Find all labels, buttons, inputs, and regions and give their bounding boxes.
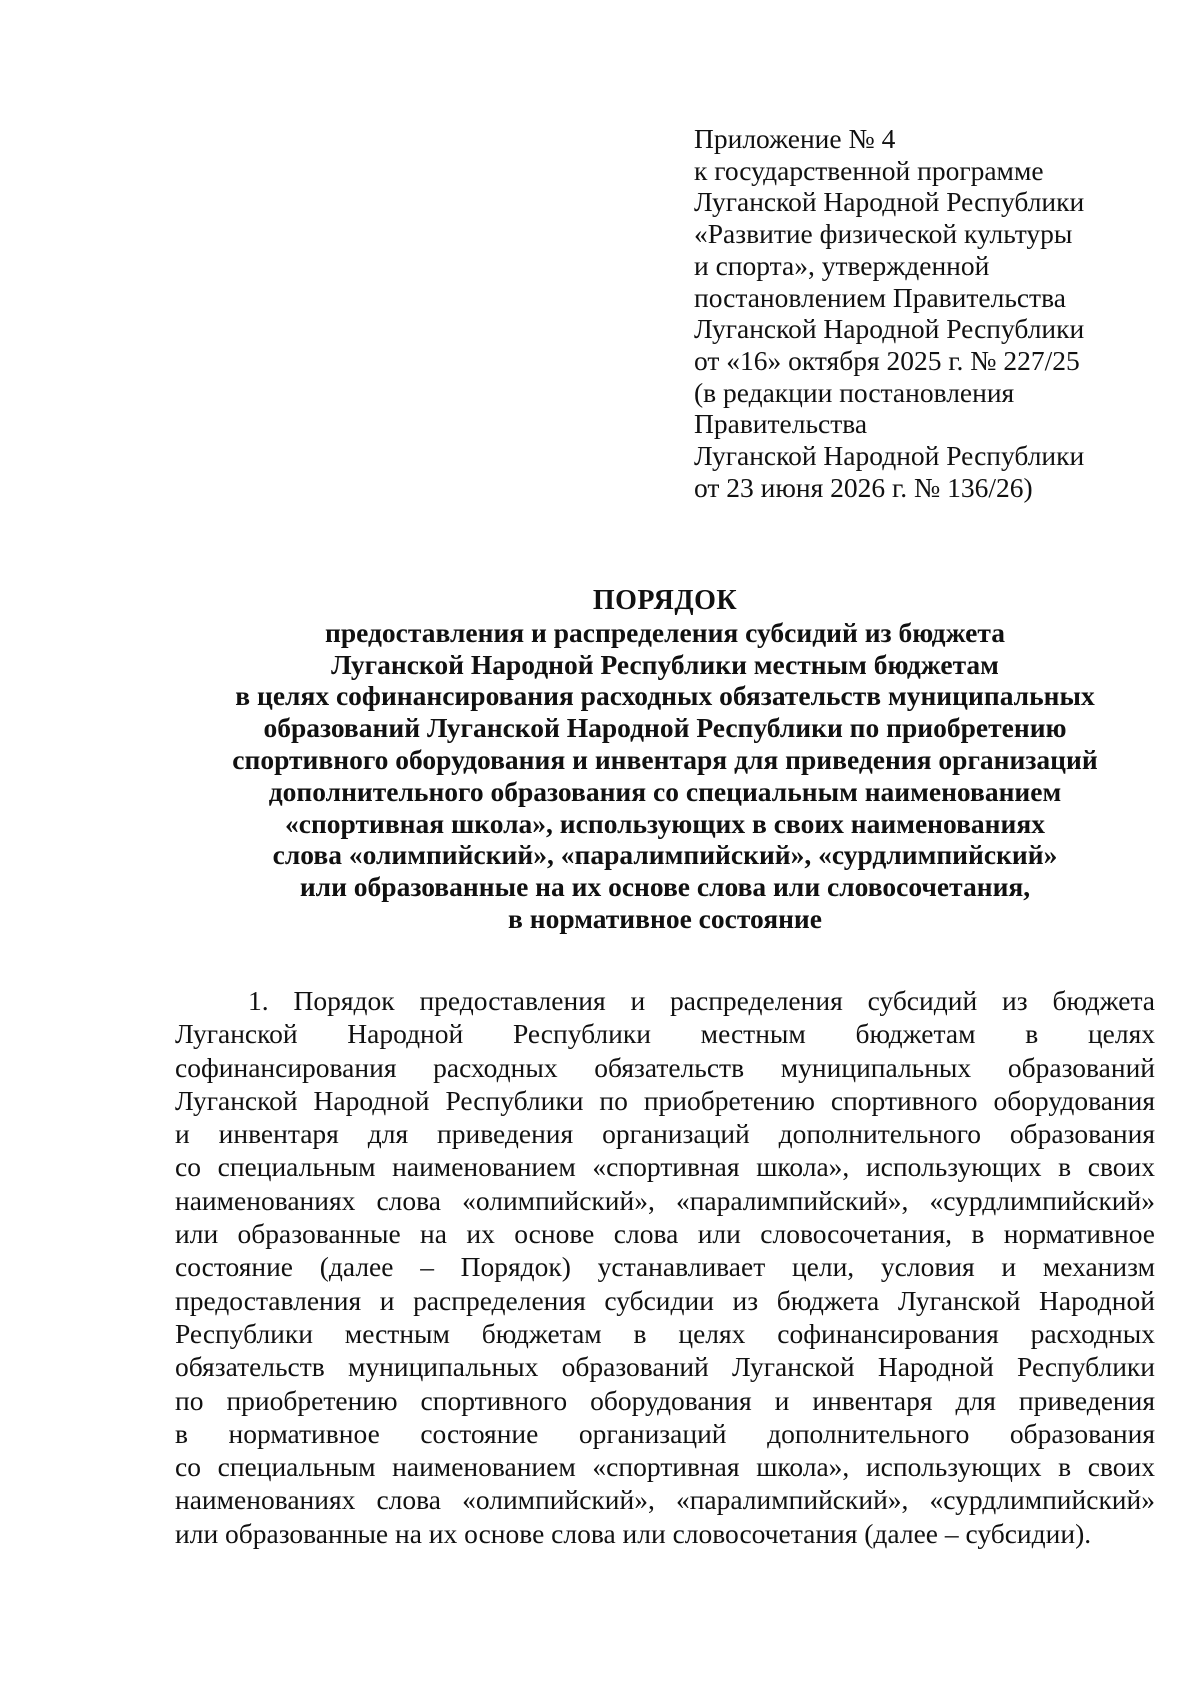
paragraph-line: или образованные на их основе слова или словосочетания (далее – субсидии). (175, 1517, 1092, 1549)
heading-line: Луганской Народной Республики местным бюджетам (331, 648, 999, 680)
paragraph-1 (175, 984, 1155, 1550)
heading-line: или образованные на их основе слова или словосочетания, (299, 871, 1031, 903)
appendix-line: Приложение № 4 (694, 123, 896, 154)
paragraph-line: Луганской Народной Республики по приобретению спортивного оборудования (175, 1084, 1155, 1116)
appendix-line: Луганской Народной Республики (694, 186, 1085, 218)
paragraph-line: состояние (далее – Порядок) устанавливает цели, условия и механизм (175, 1251, 1155, 1283)
heading-line: «спортивная школа», использующих в своих наименованиях (285, 807, 1045, 839)
heading-line: дополнительного образования со специальным наименованием (268, 775, 1062, 807)
heading-line: в целях софинансирования расходных обязательств муниципальных (235, 680, 1095, 712)
paragraph-line: Луганской Народной Республики местным бюджетам в целях (175, 1018, 1155, 1050)
appendix-line: и спорта», утвержденной (694, 249, 990, 281)
paragraph-line: 1. Порядок предоставления и распределения субсидий из бюджета (248, 985, 1155, 1016)
heading-line: спортивного оборудования и инвентаря для приведения организаций (232, 743, 1098, 775)
paragraph-line: софинансирования расходных обязательств муниципальных образований (175, 1051, 1155, 1083)
document-heading (175, 585, 1155, 935)
heading-line: предоставления и распределения субсидий из бюджета (325, 616, 1005, 648)
appendix-line: Луганской Народной Республики (694, 440, 1085, 472)
appendix-line: Луганской Народной Республики (694, 313, 1085, 345)
appendix-block (694, 123, 1154, 503)
appendix-line: постановлением Правительства (694, 281, 1066, 313)
paragraph-line: Республики местным бюджетам в целях софинансирования расходных (175, 1317, 1155, 1349)
paragraph-line: обязательств муниципальных образований Луганской Народной Республики (175, 1351, 1155, 1383)
paragraph-line: со специальным наименованием «спортивная школа», использующих в своих (175, 1451, 1155, 1483)
paragraph-line: по приобретению спортивного оборудования и инвентаря для приведения (175, 1384, 1155, 1416)
paragraph-line: наименованиях слова «олимпийский», «паралимпийский», «сурдлимпийский» (175, 1184, 1155, 1216)
paragraph-line: со специальным наименованием «спортивная школа», использующих в своих (175, 1151, 1155, 1183)
appendix-line: Правительства (694, 408, 868, 440)
appendix-line: (в редакции постановления (694, 376, 1015, 408)
appendix-line: «Развитие физической культуры (694, 218, 1073, 250)
heading-line: в нормативное состояние (508, 902, 822, 934)
appendix-line: к государственной программе (694, 154, 1044, 186)
appendix-line: от «16» октября 2025 г. № 227/25 (694, 344, 1080, 376)
paragraph-line: в нормативное состояние организаций дополнительного образования (175, 1417, 1155, 1449)
heading-line: образований Луганской Народной Республики по приобретению (263, 712, 1067, 744)
paragraph-line: предоставления и распределения субсидии из бюджета Луганской Народной (175, 1284, 1155, 1316)
appendix-line: от 23 июня 2026 г. № 136/26) (694, 471, 1033, 503)
heading-line: слова «олимпийский», «паралимпийский», «сурдлимпийский» (272, 839, 1058, 871)
paragraph-line: наименованиях слова «олимпийский», «паралимпийский», «сурдлимпийский» (175, 1484, 1155, 1516)
paragraph-line: и инвентаря для приведения организаций дополнительного образования (175, 1118, 1155, 1150)
document-title: ПОРЯДОК (592, 585, 738, 616)
paragraph-line: или образованные на их основе слова или словосочетания, в нормативное (175, 1218, 1155, 1250)
